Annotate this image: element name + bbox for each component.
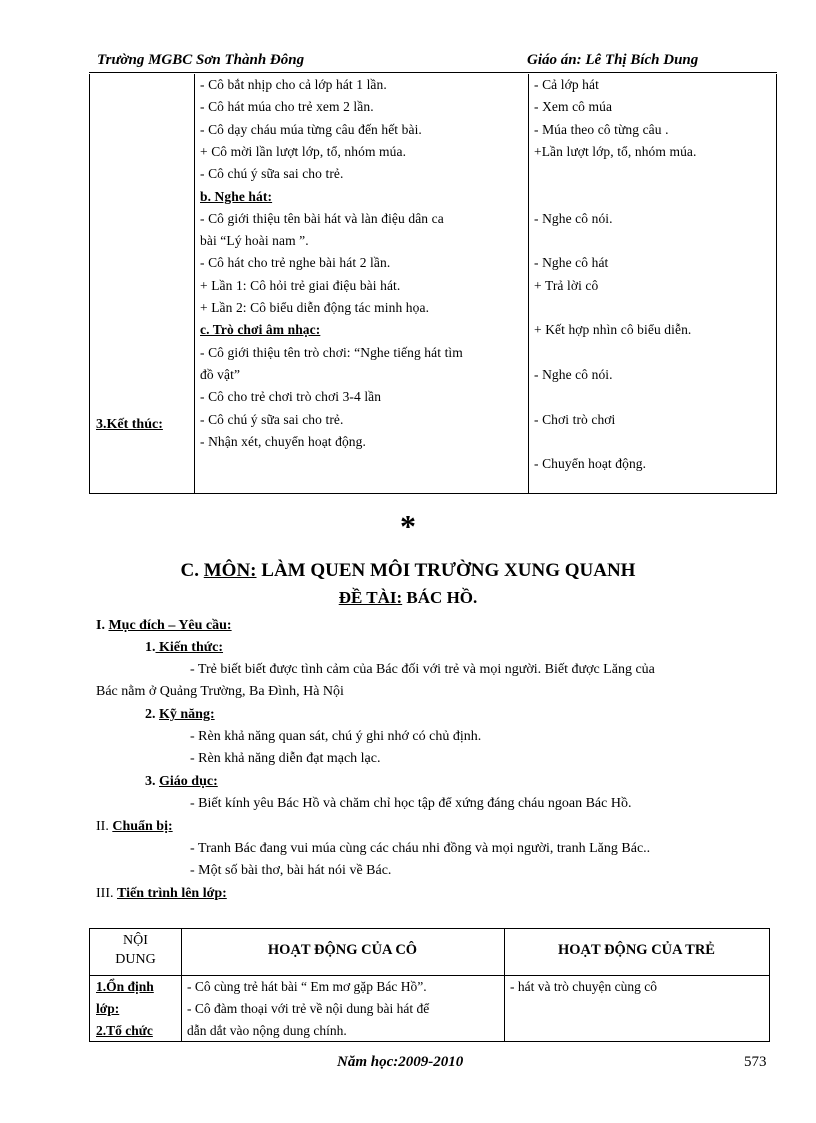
teacher-activity-line: - Cô giới thiệu tên trò chơi: “Nghe tiếng hát tìm: [200, 344, 463, 360]
child-activity-line: - Nghe cô nói.: [534, 366, 613, 382]
header-teacher-activity: HOẠT ĐỘNG CỦA CÔ: [267, 942, 418, 958]
lesson-topic: [0, 588, 816, 608]
section-3-number: III.: [96, 886, 117, 901]
title-subject-label: MÔN:: [203, 560, 257, 581]
skills-line-2: - Rèn khả năng diễn đạt mạch lạc.: [190, 751, 381, 766]
topic-label: ĐỀ TÀI:: [338, 588, 403, 607]
title-prefix: C.: [180, 560, 204, 581]
header-content-line-1: NỘI: [123, 933, 148, 948]
teacher-activity-line: - Cô hát múa cho trẻ xem 2 lần.: [200, 99, 374, 115]
teacher-activity-line: bài “Lý hoài nam ”.: [200, 233, 309, 249]
section-3-heading: [96, 884, 227, 904]
header-content: [90, 931, 181, 969]
row-teacher-line-3: dẫn dắt vào nộng dung chính.: [187, 1023, 347, 1038]
section-1-title: Mục đích – Yêu cầu:: [108, 618, 232, 633]
lesson-process-table: [89, 928, 770, 1042]
teacher-activity-line: - Cô giới thiệu tên bài hát và làn điệu dân ca: [200, 210, 444, 226]
section-2-title: Chuẩn bị:: [112, 819, 173, 834]
teacher-activity-line: - Cô hát cho trẻ nghe bài hát 2 lần.: [200, 255, 391, 271]
skills-heading: [145, 705, 215, 725]
section-2-number: II.: [96, 819, 113, 834]
child-activity-line: - Chuyển hoạt động.: [534, 456, 647, 472]
teacher-activity-subheading: c. Trò chơi âm nhạc:: [200, 322, 321, 338]
title-subject-value: LÀM QUEN MÔI TRƯỜNG XUNG QUANH: [256, 560, 636, 581]
teacher-activity-subheading: b. Nghe hát:: [200, 188, 273, 204]
child-activity-line: + Trả lời cô: [534, 277, 599, 293]
skills-number: 2.: [145, 707, 159, 722]
row-teacher-line-2: - Cô đàm thoại với trẻ về nội dung bài hát để: [187, 1001, 430, 1016]
child-activity-line: +Lần lượt lớp, tổ, nhóm múa.: [534, 143, 697, 159]
education-title: Giáo dục:: [159, 774, 218, 789]
row-content-line-1: 1.Ổn định: [96, 979, 154, 994]
skills-line-1: - Rèn khả năng quan sát, chú ý ghi nhớ có chủ định.: [190, 729, 482, 744]
section-2-heading: [96, 817, 173, 837]
knowledge-title: Kiến thức:: [155, 640, 224, 655]
lesson-title: [0, 560, 816, 582]
table-column-divider: [194, 74, 195, 493]
table-column-divider: [528, 74, 529, 493]
child-activity-line: - Xem cô múa: [534, 99, 613, 115]
child-activity-line: - Chơi trò chơi: [534, 411, 616, 427]
section-label-ending: 3.Kết thúc:: [96, 417, 163, 432]
teacher-activity-line: - Cô dạy cháu múa từng câu đến hết bài.: [200, 121, 422, 137]
teacher-activity-line: - Cô cho trẻ chơi trò chơi 3-4 lần: [200, 389, 382, 405]
education-line-1: - Biết kính yêu Bác Hồ và chăm chỉ học tập để xứng đáng cháu ngoan Bác Hồ.: [190, 796, 632, 811]
topic-value: BÁC HỒ.: [402, 588, 478, 607]
teacher-activity-line: + Cô mời lần lượt lớp, tổ, nhóm múa.: [200, 143, 407, 159]
activity-table-continued: [89, 74, 777, 494]
child-activity-line: - Nghe cô hát: [534, 255, 609, 271]
table-header-divider: [90, 975, 769, 976]
page-number: 573: [744, 1054, 767, 1070]
skills-title: Kỹ năng:: [159, 707, 215, 722]
teacher-activity-line: đồ vật”: [200, 366, 241, 382]
section-1-heading: [96, 616, 232, 636]
teacher-activity-line: + Lần 1: Cô hỏi trẻ giai điệu bài hát.: [200, 277, 401, 293]
header-content-line-2: DUNG: [115, 952, 156, 967]
teacher-activity-line: + Lần 2: Cô biểu diễn động tác minh họa.: [200, 300, 430, 315]
knowledge-line-2: Bác nằm ở Quảng Trường, Ba Đình, Hà Nội: [96, 684, 344, 699]
education-heading: [145, 772, 218, 792]
teacher-activity-line: - Cô bắt nhịp cho cả lớp hát 1 lần.: [200, 77, 387, 92]
knowledge-number: 1.: [145, 640, 156, 655]
section-divider-symbol: *: [400, 508, 416, 544]
teacher-activity-line: - Cô chú ý sữa sai cho trẻ.: [200, 166, 344, 182]
row-teacher-line-1: - Cô cùng trẻ hát bài “ Em mơ gặp Bác Hồ”.: [187, 979, 427, 994]
row-child-line-1: - hát và trò chuyện cùng cô: [510, 979, 657, 994]
row-content-line-3: 2.Tổ chức: [96, 1023, 153, 1038]
header-school: Trường MGBC Sơn Thành Đông: [97, 52, 305, 68]
education-number: 3.: [145, 774, 159, 789]
header-child-activity: HOẠT ĐỘNG CỦA TRẺ: [558, 942, 715, 958]
header-divider: [89, 72, 777, 73]
section-1-number: I.: [96, 618, 109, 633]
child-activity-line: - Cả lớp hát: [534, 77, 599, 92]
section-3-title: Tiến trình lên lớp:: [117, 886, 227, 901]
preparation-line-1: - Tranh Bác đang vui múa cùng các cháu nhi đồng và mọi người, tranh Lăng Bác..: [190, 841, 651, 856]
knowledge-line-1: - Trẻ biết biết được tình cảm của Bác đối với trẻ và mọi người. Biết được Lăng của: [190, 662, 655, 677]
header-teacher: Giáo án: Lê Thị Bích Dung: [527, 52, 699, 68]
child-activity-line: - Múa theo cô từng câu .: [534, 121, 669, 137]
teacher-activity-line: - Cô chú ý sữa sai cho trẻ.: [200, 411, 344, 427]
teacher-activity-line: - Nhận xét, chuyển hoạt động.: [200, 433, 366, 449]
footer-school-year: Năm học:2009-2010: [337, 1054, 464, 1070]
child-activity-line: - Nghe cô nói.: [534, 210, 613, 226]
preparation-line-2: - Một số bài thơ, bài hát nói về Bác.: [190, 863, 392, 878]
knowledge-heading: [145, 638, 223, 658]
child-activity-line: + Kết hợp nhìn cô biểu diễn.: [534, 322, 692, 338]
row-content-line-2: lớp:: [96, 1001, 120, 1016]
